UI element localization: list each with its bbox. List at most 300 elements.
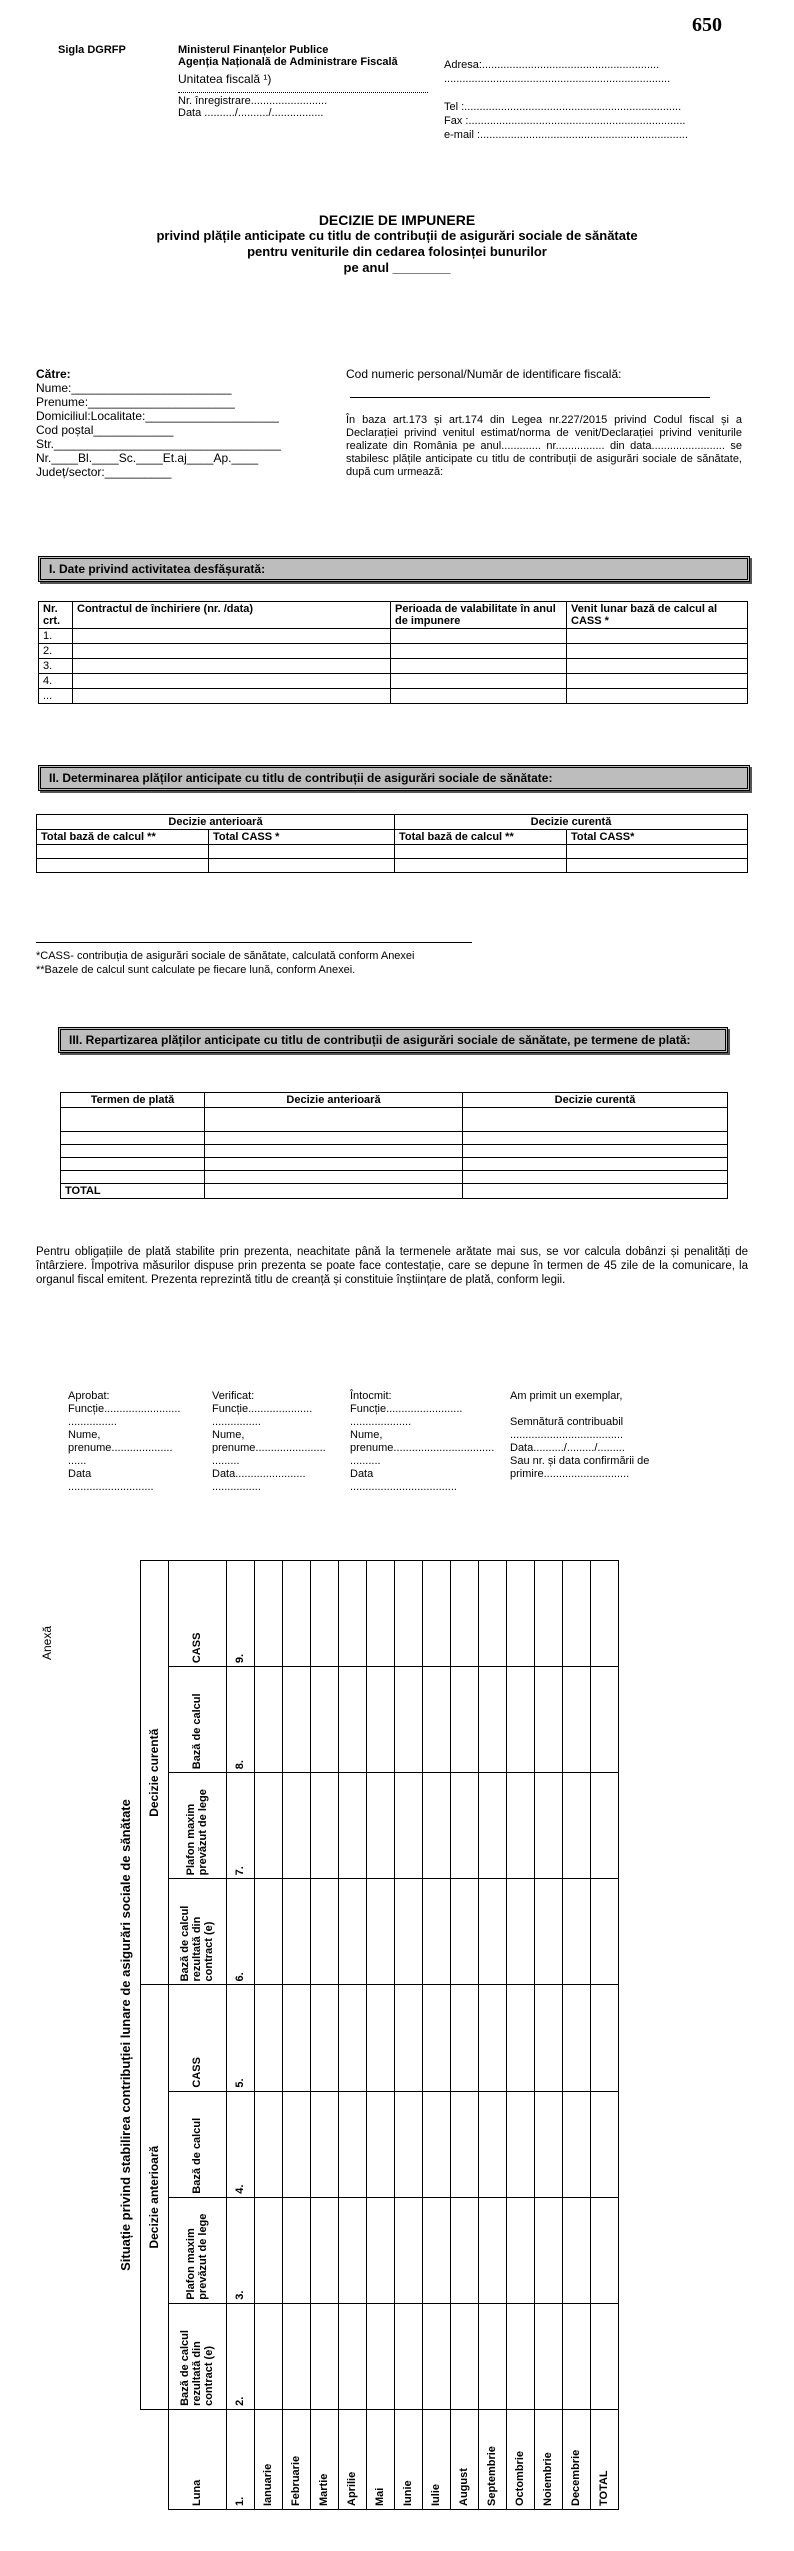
- annex-cell[interactable]: [562, 1773, 590, 1879]
- annex-title: Situație privind stabilirea contribuției lunare de asigurări sociale de sănătate: [118, 1799, 134, 2271]
- row-number: 4.: [39, 674, 73, 689]
- annex-cell[interactable]: [534, 1879, 562, 1985]
- document-title: [60, 212, 734, 276]
- sig-line: prenume.......................: [212, 1442, 326, 1454]
- annex-cell[interactable]: [366, 1773, 394, 1879]
- activity-table: [38, 601, 748, 704]
- section-1-title: I. Date privind activitatea desfășurată:: [38, 556, 750, 582]
- annex-rotated-container: [112, 1560, 619, 2510]
- annex-cell[interactable]: [254, 2091, 282, 2197]
- cell[interactable]: [391, 689, 567, 704]
- annex-num: 4.: [226, 2091, 254, 2197]
- annex-cell[interactable]: [338, 1561, 366, 1667]
- annex-month-row: [310, 1561, 338, 2510]
- cell[interactable]: [567, 644, 748, 659]
- col-income: Venit lunar bază de calcul al CASS *: [567, 602, 748, 629]
- cell[interactable]: [61, 1171, 205, 1184]
- annex-col-2: Bază de calcul rezultată din contract (e): [168, 2303, 226, 2409]
- table-row: [61, 1108, 728, 1132]
- cell[interactable]: [463, 1108, 728, 1132]
- cnp-label: Cod numeric personal/Număr de identificare fiscală:: [346, 367, 622, 381]
- table-row: [37, 859, 748, 873]
- annex-month-row: [534, 1561, 562, 2510]
- annex-cell[interactable]: [254, 1985, 282, 2091]
- annex-cell[interactable]: [422, 1773, 450, 1879]
- annex-cell[interactable]: [534, 2091, 562, 2197]
- sig-line: Funcție.........................: [350, 1403, 463, 1415]
- annex-month-row: [506, 1561, 534, 2510]
- col-nr: Nr. crt.: [39, 602, 73, 629]
- cell[interactable]: [205, 1145, 463, 1158]
- annex-cell[interactable]: [394, 1879, 422, 1985]
- annex-num: 2.: [226, 2303, 254, 2409]
- annex-cell[interactable]: [254, 2197, 282, 2303]
- annex-month-row: [562, 1561, 590, 2510]
- cell[interactable]: [395, 845, 567, 859]
- annex-cell[interactable]: [254, 1773, 282, 1879]
- ministry-block: [178, 44, 434, 119]
- annex-month-label: Ianuarie: [254, 2409, 282, 2509]
- annex-cell[interactable]: [310, 1879, 338, 1985]
- table-row: [39, 629, 748, 644]
- cell[interactable]: [209, 859, 395, 873]
- cell[interactable]: [205, 1132, 463, 1145]
- annex-cell[interactable]: [562, 1561, 590, 1667]
- annex-cell[interactable]: [254, 1667, 282, 1773]
- annex-cell[interactable]: [534, 2197, 562, 2303]
- cell[interactable]: [463, 1184, 728, 1199]
- table-row: [61, 1145, 728, 1158]
- annex-col-7: Plafon maxim prevăzut de lege: [168, 1773, 226, 1879]
- annex-month-row: [366, 1561, 394, 2510]
- sig-line: Data.......................: [212, 1468, 306, 1480]
- sig-line: primire............................: [510, 1468, 630, 1480]
- group-current-decision: Decizie curentă: [395, 815, 748, 830]
- table-header-row: [39, 602, 748, 629]
- annex-cell[interactable]: [338, 1985, 366, 2091]
- annex-cell[interactable]: [422, 1561, 450, 1667]
- title-line-1: DECIZIE DE IMPUNERE: [318, 212, 476, 228]
- annex-cell[interactable]: [282, 1561, 310, 1667]
- row-number: 3.: [39, 659, 73, 674]
- surname-field[interactable]: Prenume:______________________: [36, 395, 235, 409]
- annex-num: 1.: [226, 2409, 254, 2509]
- annex-cell[interactable]: [310, 2091, 338, 2197]
- annex-cell[interactable]: [450, 1985, 478, 2091]
- annex-cell[interactable]: [394, 1985, 422, 2091]
- street-field[interactable]: Str.__________________________________: [36, 437, 281, 451]
- name-field[interactable]: Nume:________________________: [36, 381, 232, 395]
- title-line-2: privind plățile anticipate cu titlu de contribuții de asigurări sociale de sănătate: [156, 228, 638, 243]
- annex-cell[interactable]: [506, 1773, 534, 1879]
- annex-cell[interactable]: [562, 1667, 590, 1773]
- received-block: [510, 1390, 730, 1481]
- cell[interactable]: [463, 1132, 728, 1145]
- annex-cell[interactable]: [282, 1773, 310, 1879]
- annex-month-label: Mai: [366, 2409, 394, 2509]
- annex-month-row: [254, 1561, 282, 2510]
- address-details-field[interactable]: Nr.____Bl.____Sc.____Et.aj____Ap.____: [36, 451, 259, 465]
- col-current: Decizie curentă: [463, 1093, 728, 1108]
- prepared-block: [350, 1390, 500, 1494]
- annex-cell[interactable]: [478, 1667, 506, 1773]
- annex-cell[interactable]: [478, 1561, 506, 1667]
- row-number: 2.: [39, 644, 73, 659]
- annex-group-current: Decizie curentă: [140, 1561, 168, 1985]
- annex-cell[interactable]: [506, 2091, 534, 2197]
- cell[interactable]: [391, 674, 567, 689]
- tel-field[interactable]: Tel :.......................................................................: [444, 101, 682, 113]
- annex-col-luna: Luna: [168, 2409, 226, 2509]
- verified-block: [212, 1390, 342, 1494]
- cell[interactable]: [205, 1108, 463, 1132]
- cell[interactable]: [37, 859, 209, 873]
- annex-cell[interactable]: [422, 1879, 450, 1985]
- annex-cell[interactable]: [450, 2303, 478, 2409]
- sig-line: ..........: [350, 1455, 381, 1467]
- annex-cell[interactable]: [562, 1879, 590, 1985]
- annex-cell[interactable]: [254, 2303, 282, 2409]
- title-line-3: pentru veniturile din cedarea folosinței bunurilor: [247, 244, 547, 259]
- table-row: [39, 644, 748, 659]
- annex-col-3: Plafon maxim prevăzut de lege: [168, 2197, 226, 2303]
- sig-line: Nume,: [68, 1429, 101, 1441]
- sig-line: .........: [212, 1455, 240, 1467]
- cell[interactable]: [463, 1158, 728, 1171]
- sig-line: Nume,: [212, 1429, 245, 1441]
- cell[interactable]: [567, 859, 748, 873]
- annex-cell[interactable]: [450, 2197, 478, 2303]
- annex-cell[interactable]: [338, 1667, 366, 1773]
- annex-cell[interactable]: [366, 2197, 394, 2303]
- cell[interactable]: [567, 689, 748, 704]
- cell[interactable]: [395, 859, 567, 873]
- registration-number: Nr. înregistrare.........................: [178, 95, 328, 107]
- annex-cell[interactable]: [478, 2303, 506, 2409]
- legal-text: În baza art.173 și art.174 din Legea nr.227/2015 privind Codul fiscal și a Declarației privind venitul estimat/norma de venit/Declarației privind veniturile realizate din România pe anul............. nr................ din data........................ se stabilesc plățile anticipate cu titlu de contribuții de asigurări sociale de sănătate, după cum urmează:: [346, 414, 742, 478]
- recipient-block: [36, 367, 336, 479]
- annex-cell[interactable]: [478, 1985, 506, 2091]
- col-prev-base: Total bază de calcul **: [37, 830, 209, 845]
- annex-cell[interactable]: [338, 2091, 366, 2197]
- sig-line: [510, 1403, 730, 1416]
- annex-cell[interactable]: [590, 1561, 618, 1667]
- sigla-label: Sigla DGRFP: [58, 44, 126, 56]
- email-field[interactable]: e-mail :....................................................................: [444, 129, 688, 141]
- total-row: [61, 1184, 728, 1199]
- table-row: [37, 845, 748, 859]
- section-3-title: III. Repartizarea plăților anticipate cu titlu de contribuții de asigurări sociale de sănătate, pe termene de plată:: [58, 1027, 728, 1053]
- annex-month-row: [394, 1561, 422, 2510]
- annex-month-row: [450, 1561, 478, 2510]
- annex-cell[interactable]: [366, 1879, 394, 1985]
- annex-cell[interactable]: [478, 2091, 506, 2197]
- annex-table: [112, 1560, 619, 2510]
- annex-col-5: CASS: [168, 1985, 226, 2091]
- sig-line: ....................: [350, 1416, 412, 1428]
- postal-code-field[interactable]: Cod poștal____________: [36, 423, 174, 437]
- group-previous-decision: Decizie anterioară: [37, 815, 395, 830]
- cell[interactable]: [463, 1145, 728, 1158]
- table-row: [61, 1132, 728, 1145]
- annex-cell[interactable]: [590, 2197, 618, 2303]
- recipient-label: Către:: [36, 367, 71, 381]
- annex-cell[interactable]: [590, 1773, 618, 1879]
- fax-field[interactable]: Fax :.......................................................................: [444, 115, 686, 127]
- cell[interactable]: [391, 659, 567, 674]
- section-2-title: II. Determinarea plăților anticipate cu titlu de contribuții de asigurări sociale de sănătate:: [38, 765, 750, 791]
- address-field[interactable]: Adresa:..........................................................: [444, 59, 660, 71]
- annex-cell[interactable]: [310, 1561, 338, 1667]
- address-field-2[interactable]: ..........................................................................: [444, 73, 671, 85]
- annex-cell[interactable]: [310, 2303, 338, 2409]
- annex-cell[interactable]: [422, 2091, 450, 2197]
- sig-line: Semnătură contribuabil: [510, 1416, 624, 1428]
- cnp-field[interactable]: [350, 397, 710, 398]
- payments-table: [36, 814, 748, 873]
- sig-line: ............................: [68, 1481, 154, 1493]
- annex-month-label: Iunie: [394, 2409, 422, 2509]
- footnote-separator: [36, 942, 472, 943]
- cell[interactable]: [391, 644, 567, 659]
- sig-line: ................: [68, 1416, 117, 1428]
- cell[interactable]: [37, 845, 209, 859]
- annex-cell[interactable]: [562, 2303, 590, 2409]
- annex-cell[interactable]: [366, 1667, 394, 1773]
- annex-cell[interactable]: [338, 1773, 366, 1879]
- cell[interactable]: [463, 1171, 728, 1184]
- annex-cell[interactable]: [534, 2303, 562, 2409]
- annex-month-label: Septembrie: [478, 2409, 506, 2509]
- col-prev-cass: Total CASS *: [209, 830, 395, 845]
- annex-month-label: Octombrie: [506, 2409, 534, 2509]
- cell[interactable]: [567, 629, 748, 644]
- annex-cell[interactable]: [282, 2197, 310, 2303]
- annex-cell[interactable]: [254, 1561, 282, 1667]
- cell[interactable]: [567, 659, 748, 674]
- annex-num: 9.: [226, 1561, 254, 1667]
- sig-line: Data: [68, 1468, 92, 1480]
- sig-line: Întocmit:: [350, 1390, 392, 1402]
- annex-num: 5.: [226, 1985, 254, 2091]
- annex-cell[interactable]: [534, 1667, 562, 1773]
- cell[interactable]: [567, 845, 748, 859]
- sig-line: Am primit un exemplar,: [510, 1390, 623, 1402]
- annex-month-label: Iulie: [422, 2409, 450, 2509]
- sig-line: Aprobat:: [68, 1390, 110, 1402]
- annex-col-9: CASS: [168, 1561, 226, 1667]
- sig-line: Data........../........./.........: [510, 1442, 625, 1454]
- row-number: ...: [39, 689, 73, 704]
- annex-cell[interactable]: [534, 1985, 562, 2091]
- annex-cell[interactable]: [310, 1667, 338, 1773]
- cell[interactable]: [73, 644, 391, 659]
- cell[interactable]: [61, 1132, 205, 1145]
- table-row: [39, 674, 748, 689]
- annex-cell[interactable]: [534, 1561, 562, 1667]
- cell[interactable]: [567, 674, 748, 689]
- title-line-4: pe anul ________: [343, 260, 451, 275]
- cell[interactable]: [73, 674, 391, 689]
- annex-cell[interactable]: [338, 2303, 366, 2409]
- annex-cell[interactable]: [254, 1879, 282, 1985]
- annex-cell[interactable]: [282, 2303, 310, 2409]
- annex-num: 7.: [226, 1773, 254, 1879]
- sig-line: Verificat:: [212, 1390, 255, 1402]
- annex-cell[interactable]: [450, 1879, 478, 1985]
- annex-cell[interactable]: [394, 2197, 422, 2303]
- sig-line: ......: [68, 1455, 87, 1467]
- annex-group-previous: Decizie anterioară: [140, 1985, 168, 2409]
- annex-cell[interactable]: [394, 1773, 422, 1879]
- fiscal-unit-line: [178, 92, 428, 93]
- locality-field[interactable]: Domiciliul:Localitate:____________________: [36, 409, 279, 423]
- annex-cell[interactable]: [534, 1773, 562, 1879]
- annex-cell[interactable]: [506, 1561, 534, 1667]
- annex-cell[interactable]: [478, 1879, 506, 1985]
- annex-cell[interactable]: [590, 1985, 618, 2091]
- annex-month-label: August: [450, 2409, 478, 2509]
- table-row: [61, 1171, 728, 1184]
- annex-month-label: Martie: [310, 2409, 338, 2509]
- annex-cell[interactable]: [282, 1879, 310, 1985]
- annex-label: Anexă: [40, 1625, 54, 1660]
- annex-cell[interactable]: [310, 2197, 338, 2303]
- row-number: 1.: [39, 629, 73, 644]
- annex-month-label: Decembrie: [562, 2409, 590, 2509]
- annex-cell[interactable]: [422, 2303, 450, 2409]
- annex-month-row: [282, 1561, 310, 2510]
- annex-cell[interactable]: [450, 1773, 478, 1879]
- annex-cell[interactable]: [366, 2303, 394, 2409]
- annex-cell[interactable]: [282, 2091, 310, 2197]
- cell[interactable]: [73, 689, 391, 704]
- sig-line: Sau nr. și data confirmării de: [510, 1455, 650, 1467]
- annex-month-row: [422, 1561, 450, 2510]
- annex-cell[interactable]: [562, 2197, 590, 2303]
- annex-cell[interactable]: [310, 1773, 338, 1879]
- sig-line: .....................................: [510, 1429, 624, 1441]
- cell[interactable]: [205, 1171, 463, 1184]
- annex-cell[interactable]: [478, 1773, 506, 1879]
- annex-cell[interactable]: [366, 1985, 394, 2091]
- annex-cell[interactable]: [506, 1667, 534, 1773]
- annex-cell[interactable]: [366, 1561, 394, 1667]
- sig-line: ................: [212, 1481, 261, 1493]
- table-row: [39, 659, 748, 674]
- annex-month-row: [590, 1561, 618, 2510]
- annex-num: 6.: [226, 1879, 254, 1985]
- annex-cell[interactable]: [506, 2197, 534, 2303]
- annex-cell[interactable]: [338, 2197, 366, 2303]
- annex-cell[interactable]: [562, 2091, 590, 2197]
- agency-name: Agenția Națională de Administrare Fiscală: [178, 56, 398, 68]
- annex-month-row: [478, 1561, 506, 2510]
- payment-terms-table: [60, 1092, 728, 1199]
- registration-date: Data ........../........../.................: [178, 107, 324, 119]
- annex-num: 8.: [226, 1667, 254, 1773]
- cell[interactable]: [73, 629, 391, 644]
- annex-cell[interactable]: [394, 1561, 422, 1667]
- sig-line: Funcție.........................: [68, 1403, 181, 1415]
- annex-cell[interactable]: [506, 1985, 534, 2091]
- cell[interactable]: [61, 1145, 205, 1158]
- annex-col-month-header: [140, 2409, 168, 2509]
- annex-cell[interactable]: [590, 2303, 618, 2409]
- fiscal-unit: Unitatea fiscală ¹): [178, 72, 272, 86]
- annex-col-8: Bază de calcul: [168, 1667, 226, 1773]
- col-contract: Contractul de închiriere (nr. /data): [73, 602, 391, 629]
- legal-notice: Pentru obligațiile de plată stabilite prin prezenta, neachitate până la termenele arătate mai sus, se vor calcula dobânzi și penalități de întârziere. Împotriva măsurilor dispuse prin prezenta se poate face contestație, care se depune în termen de 45 zile de la comunicare, la organul fiscal emitent. Prezenta reprezintă titlu de creanță și constituie înștiințare de plată, conform legii.: [36, 1246, 748, 1286]
- sig-line: Funcție.....................: [212, 1403, 313, 1415]
- annex-cell[interactable]: [282, 1667, 310, 1773]
- annex-cell[interactable]: [394, 2303, 422, 2409]
- cell[interactable]: [61, 1158, 205, 1171]
- table-row: [61, 1158, 728, 1171]
- annex-cell[interactable]: [422, 2197, 450, 2303]
- total-label: TOTAL: [61, 1184, 205, 1199]
- annex-cell[interactable]: [422, 1667, 450, 1773]
- annex-cell[interactable]: [506, 2303, 534, 2409]
- annex-cell[interactable]: [590, 2091, 618, 2197]
- annex-month-label: Noiembrie: [534, 2409, 562, 2509]
- sig-line: ...................................: [350, 1481, 457, 1493]
- annex-cell[interactable]: [590, 1667, 618, 1773]
- cell[interactable]: [391, 629, 567, 644]
- cell[interactable]: [209, 845, 395, 859]
- annex-cell[interactable]: [310, 1985, 338, 2091]
- annex-col-4: Bază de calcul: [168, 2091, 226, 2197]
- annex-cell[interactable]: [394, 2091, 422, 2197]
- col-term: Termen de plată: [61, 1093, 205, 1108]
- table-row: [39, 689, 748, 704]
- annex-cell[interactable]: [422, 1985, 450, 2091]
- annex-cell[interactable]: [590, 1879, 618, 1985]
- annex-cell[interactable]: [478, 2197, 506, 2303]
- annex-cell[interactable]: [506, 1879, 534, 1985]
- county-field[interactable]: Județ/sector:__________: [36, 465, 172, 479]
- annex-cell[interactable]: [450, 2091, 478, 2197]
- annex-cell[interactable]: [366, 2091, 394, 2197]
- annex-month-label: TOTAL: [590, 2409, 618, 2509]
- cell[interactable]: [61, 1108, 205, 1132]
- annex-cell[interactable]: [562, 1985, 590, 2091]
- cell[interactable]: [205, 1158, 463, 1171]
- cell[interactable]: [205, 1184, 463, 1199]
- annex-cell[interactable]: [394, 1667, 422, 1773]
- form-number: 650: [692, 14, 722, 36]
- annex-cell[interactable]: [282, 1985, 310, 2091]
- contact-block: [444, 58, 744, 142]
- annex-month-row: [338, 1561, 366, 2510]
- annex-cell[interactable]: [450, 1667, 478, 1773]
- annex-num: 3.: [226, 2197, 254, 2303]
- annex-body: [254, 1561, 618, 2510]
- ministry-name: Ministerul Finanțelor Publice: [178, 44, 329, 56]
- annex-cell[interactable]: [338, 1879, 366, 1985]
- annex-cell[interactable]: [450, 1561, 478, 1667]
- annex-month-label: Aprilie: [338, 2409, 366, 2509]
- col-cur-cass: Total CASS*: [567, 830, 748, 845]
- approved-block: [68, 1390, 198, 1494]
- cell[interactable]: [73, 659, 391, 674]
- footnote-1: *CASS- contribuția de asigurări sociale de sănătate, calculată conform Anexei: [36, 950, 415, 962]
- annex-month-label: Februarie: [282, 2409, 310, 2509]
- col-period: Perioada de valabilitate în anul de impunere: [391, 602, 567, 629]
- sig-line: ................: [212, 1416, 261, 1428]
- footnote-2: **Bazele de calcul sunt calculate pe fiecare lună, conform Anexei.: [36, 964, 356, 976]
- sig-line: prenume.................................: [350, 1442, 495, 1454]
